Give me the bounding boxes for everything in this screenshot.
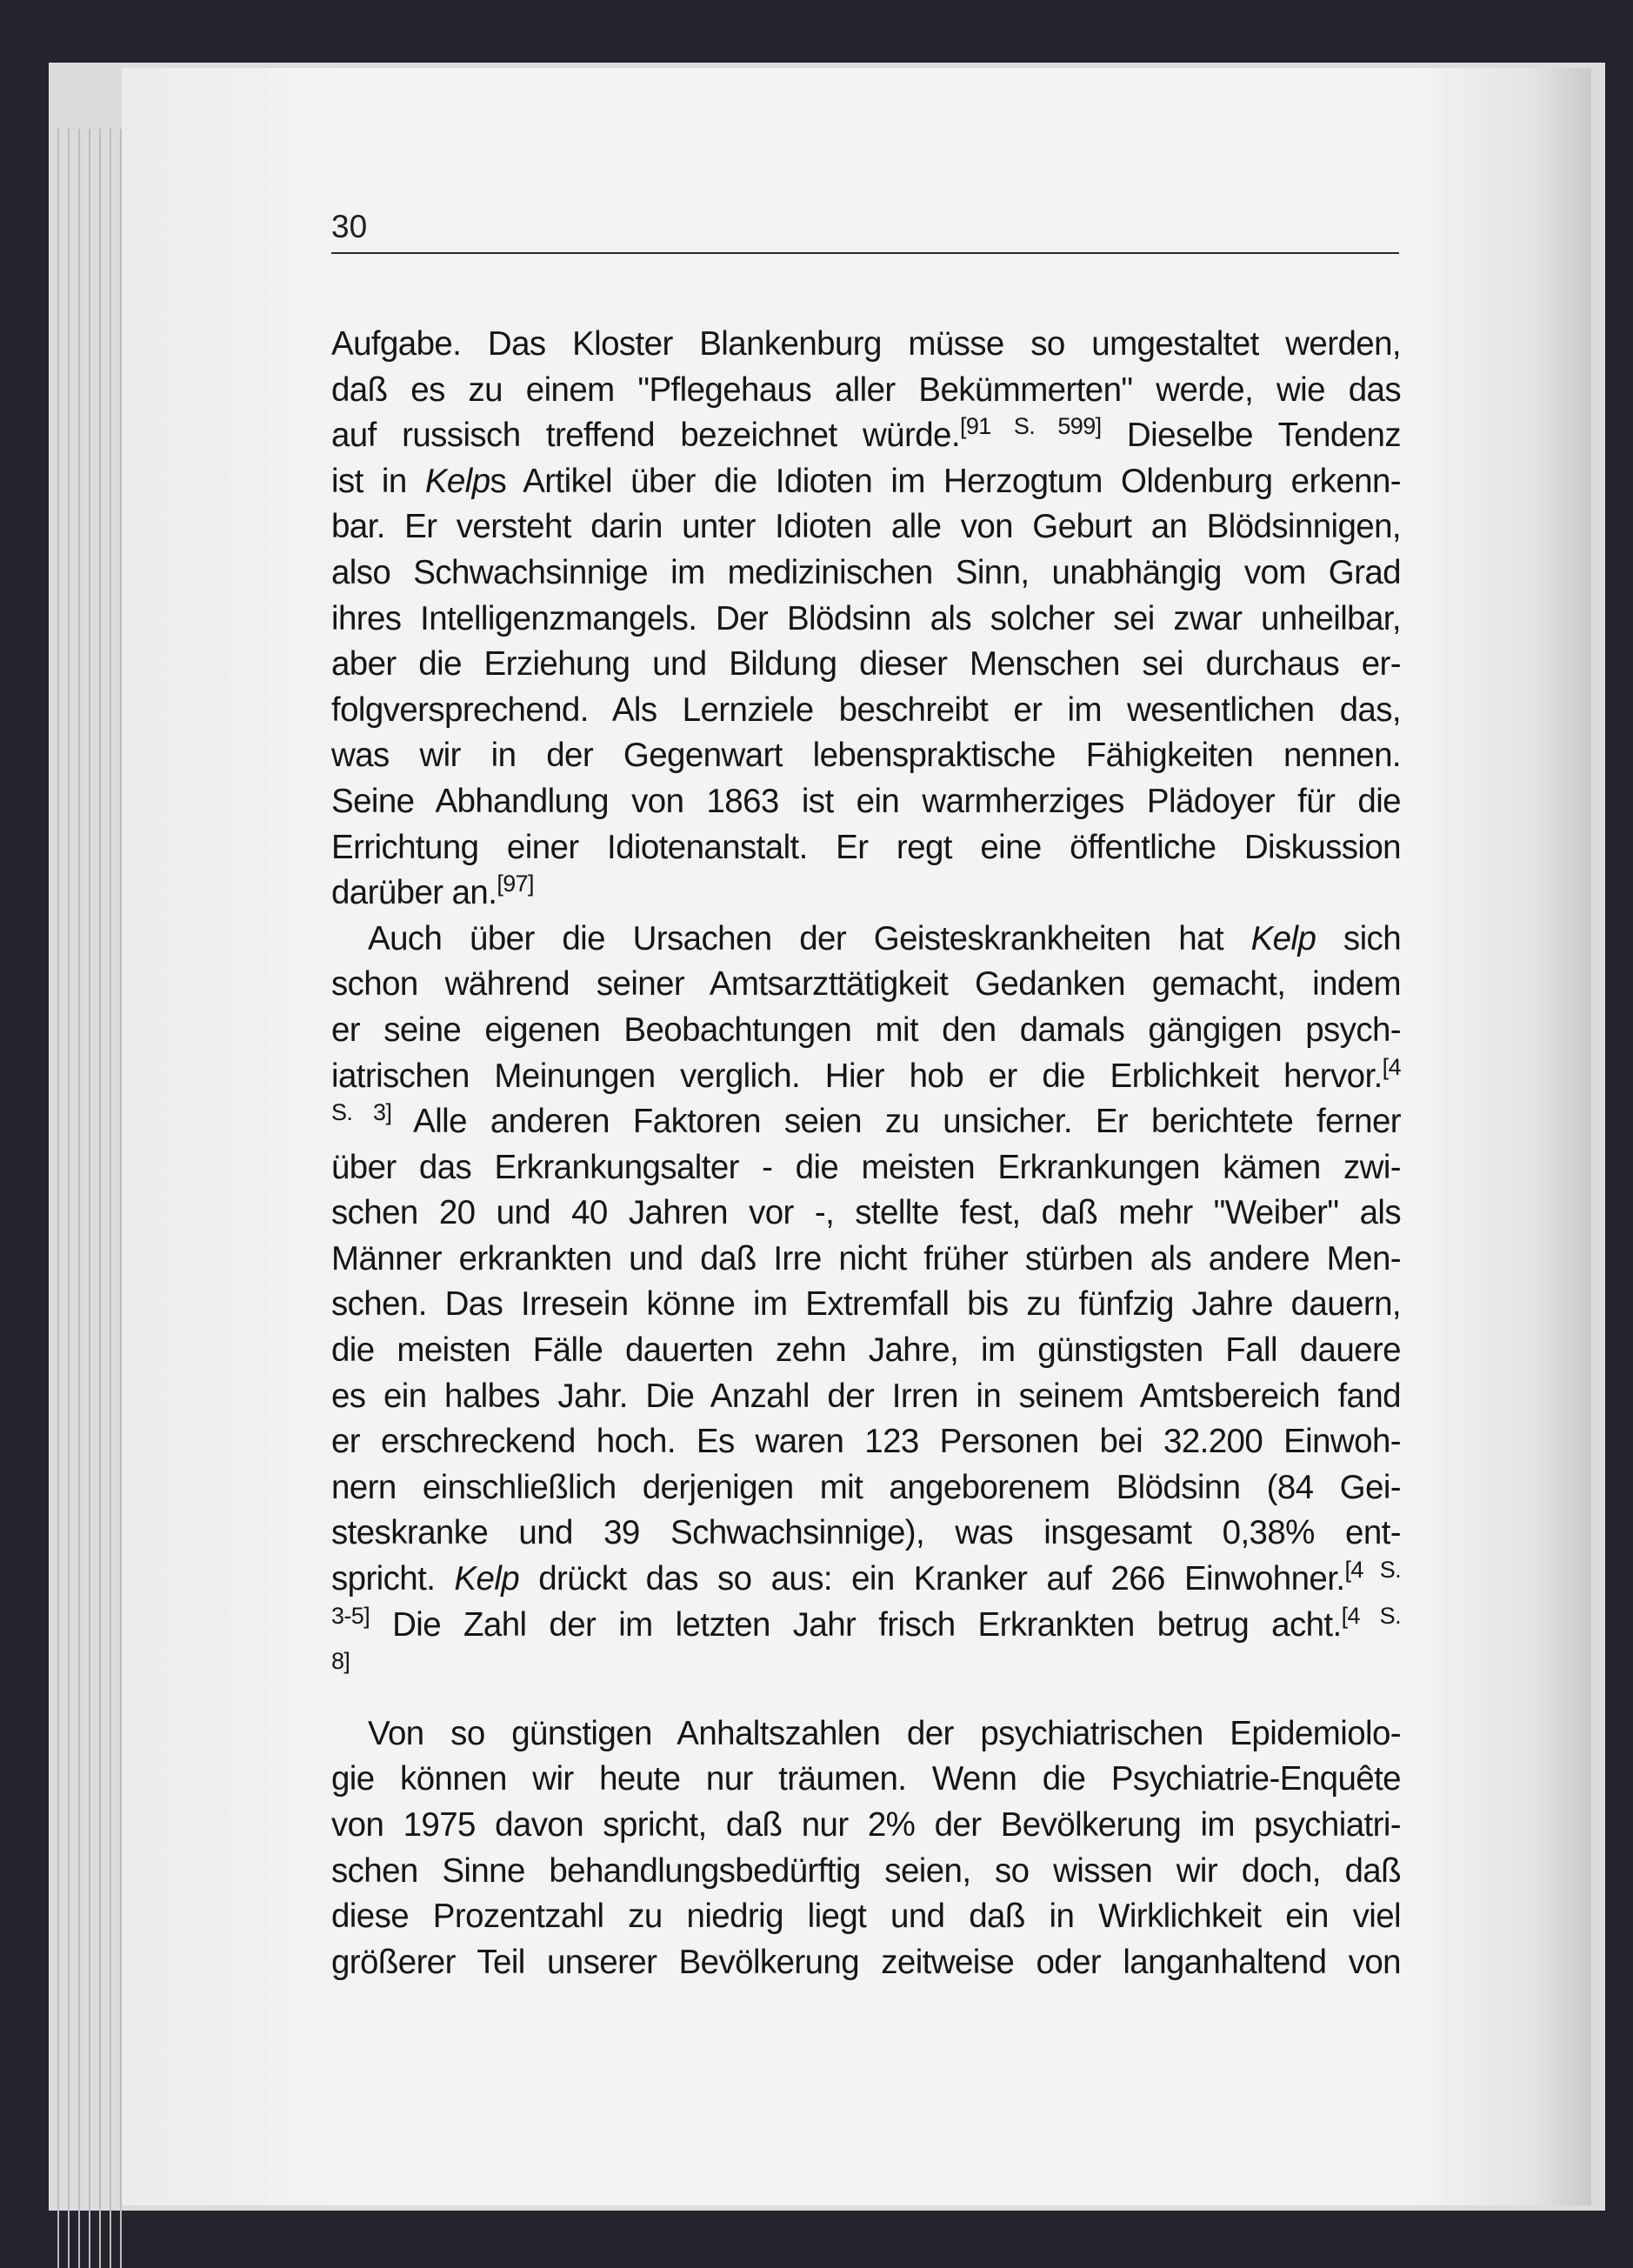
page-edge: [57, 129, 59, 2268]
text-line: [331, 1511, 1401, 1557]
text-segment: Die Zahl der im letzten Jahr frisch Erkrankten betrug acht.: [370, 1605, 1342, 1644]
text-segment: größerer Teil unserer Bevölkerung zeitweise oder langanhaltend von: [331, 1943, 1401, 1981]
text-line: [331, 1711, 1401, 1758]
text-segment: Alle anderen Faktoren seien zu unsicher. Er berichtete ferner: [391, 1103, 1402, 1141]
text-segment: iatrischen Meinungen verglich. Hier hob er die Erblichkeit hervor.: [331, 1057, 1383, 1095]
text-line: [331, 1849, 1401, 1895]
text-segment: Dieselbe Tendenz: [1101, 417, 1401, 455]
text-line: [331, 917, 1401, 963]
paragraph-gap: [331, 1694, 1401, 1711]
text-line: [331, 733, 1401, 779]
text-line: [331, 597, 1401, 643]
text-segment: schon während seiner Amtsarzttätigkeit Gedanken gemacht, indem: [331, 965, 1401, 1004]
text-line: [331, 1757, 1401, 1803]
page-edge: [68, 129, 70, 2268]
text-segment: nern einschließlich derjenigen mit angeborenem Blödsinn (84 Gei-: [331, 1468, 1401, 1506]
text-segment: spricht.: [331, 1560, 455, 1598]
text-line: [331, 779, 1401, 825]
text-segment: s Artikel über die Idioten im Herzogtum Oldenburg erkenn-: [490, 462, 1401, 500]
text-segment: also Schwachsinnige im medizinischen Sinn, unabhängig vom Grad: [331, 553, 1401, 591]
body-text: [331, 322, 1401, 1985]
text-line: [331, 1419, 1401, 1465]
text-segment: auf russisch treffend bezeichnet würde.: [331, 417, 960, 455]
text-line: [331, 1603, 1401, 1649]
header-rule: [331, 252, 1399, 254]
text-line: [331, 1145, 1401, 1191]
text-segment: Aufgabe. Das Kloster Blankenburg müsse so umgestaltet werden,: [331, 325, 1401, 363]
text-line: [331, 871, 1401, 917]
text-segment: darüber an.: [331, 874, 497, 912]
text-line: [331, 1191, 1401, 1237]
text-segment: was wir in der Gegenwart lebenspraktische Fähigkeiten nennen.: [331, 737, 1401, 775]
page-edge: [78, 129, 80, 2268]
text-segment: Errichtung einer Idiotenanstalt. Er regt eine öffentliche Diskussion: [331, 828, 1401, 866]
text-segment: sich: [1316, 919, 1402, 957]
text-line: [331, 1282, 1401, 1328]
text-line: [331, 368, 1401, 414]
citation-reference: [91 S. 599]: [959, 413, 1102, 440]
citation-reference: 8]: [331, 1648, 350, 1675]
citation-reference: [4 S.: [1341, 1602, 1401, 1629]
citation-reference: 3-5]: [331, 1602, 370, 1629]
text-line: [331, 413, 1401, 459]
text-line: [331, 504, 1401, 550]
text-line: [331, 1894, 1401, 1940]
page-edge: [110, 129, 111, 2268]
page-number: 30: [331, 209, 368, 244]
text-segment: schen 20 und 40 Jahren vor -, stellte fest, daß mehr "Weiber" als: [331, 1194, 1401, 1232]
text-segment: Seine Abhandlung von 1863 ist ein warmherziges Plädoyer für die: [331, 782, 1401, 820]
citation-reference: S. 3]: [331, 1099, 392, 1126]
text-line: [331, 459, 1401, 505]
text-line: [331, 825, 1401, 871]
text-segment: diese Prozentzahl zu niedrig liegt und daß in Wirklichkeit ein viel: [331, 1898, 1401, 1936]
text-segment: folgversprechend. Als Lernziele beschreibt er im wesentlichen das,: [331, 690, 1401, 729]
page-edge: [89, 129, 90, 2268]
text-line: [331, 962, 1401, 1008]
text-line: [331, 688, 1401, 734]
page-edge: [99, 129, 101, 2268]
text-line: [331, 1803, 1401, 1849]
text-segment: Von so günstigen Anhaltszahlen der psychiatrischen Epidemiolo-: [368, 1714, 1401, 1752]
text-segment: von 1975 davon spricht, daß nur 2% der Bevölkerung im psychiatri-: [331, 1806, 1401, 1844]
citation-reference: [97]: [497, 871, 534, 897]
text-segment: ist in: [331, 462, 425, 500]
text-segment: schen. Das Irresein könne im Extremfall bis zu fünfzig Jahre dauern,: [331, 1285, 1401, 1324]
text-line: [331, 1465, 1401, 1511]
text-segment: über das Erkrankungsalter - die meisten Erkrankungen kämen zwi-: [331, 1148, 1401, 1186]
citation-reference: [4 S.: [1344, 1557, 1401, 1584]
text-line: [331, 1374, 1401, 1420]
text-segment: schen Sinne behandlungsbedürftig seien, so wissen wir doch, daß: [331, 1851, 1401, 1890]
text-line: [331, 1237, 1401, 1283]
italic-name: Kelp: [1250, 919, 1316, 957]
text-segment: ihres Intelligenzmangels. Der Blödsinn als solcher sei zwar unheilbar,: [331, 599, 1401, 637]
text-segment: er erschreckend hoch. Es waren 123 Personen bei 32.200 Einwoh-: [331, 1423, 1401, 1461]
text-line: [331, 1054, 1401, 1100]
text-segment: daß es zu einem "Pflegehaus aller Bekümmerten" werde, wie das: [331, 370, 1401, 409]
text-segment: bar. Er versteht darin unter Idioten alle von Geburt an Blödsinnigen,: [331, 508, 1401, 546]
text-line: [331, 1940, 1401, 1986]
text-segment: Männer erkrankten und daß Irre nicht früher stürben als andere Men-: [331, 1239, 1401, 1277]
text-segment: es ein halbes Jahr. Die Anzahl der Irren in seinem Amtsbereich fand: [331, 1377, 1401, 1415]
text-segment: die meisten Fälle dauerten zehn Jahre, im günstigsten Fall dauere: [331, 1331, 1401, 1370]
italic-name: Kelp: [454, 1560, 520, 1598]
text-line: [331, 1099, 1401, 1145]
text-line: [331, 1648, 1401, 1694]
text-segment: gie können wir heute nur träumen. Wenn die Psychiatrie-Enquête: [331, 1760, 1401, 1798]
text-segment: er seine eigenen Beobachtungen mit den damals gängigen psych-: [331, 1011, 1401, 1049]
text-line: [331, 322, 1401, 368]
text-segment: Auch über die Ursachen der Geisteskrankheiten hat: [368, 919, 1251, 957]
text-line: [331, 1008, 1401, 1054]
text-segment: steskranke und 39 Schwachsinnige), was insgesamt 0,38% ent-: [331, 1514, 1401, 1552]
text-line: [331, 642, 1401, 688]
text-line: [331, 1328, 1401, 1374]
text-segment: aber die Erziehung und Bildung dieser Menschen sei durchaus er-: [331, 645, 1401, 684]
text-segment: drückt das so aus: ein Kranker auf 266 Einwohner.: [519, 1560, 1345, 1598]
text-line: [331, 550, 1401, 597]
italic-name: Kelp: [424, 462, 490, 500]
text-line: [331, 1557, 1401, 1603]
citation-reference: [4: [1382, 1053, 1401, 1080]
